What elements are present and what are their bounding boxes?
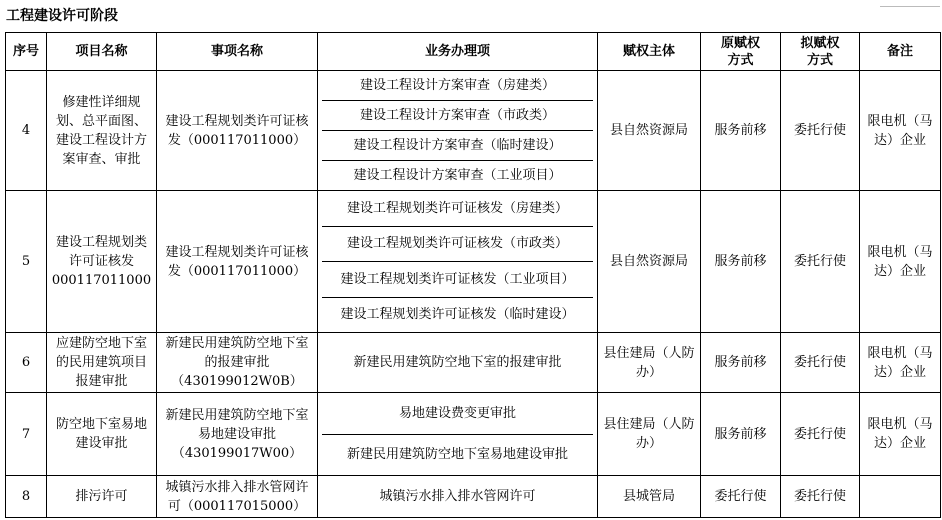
row-authority: 县自然资源局: [598, 71, 701, 191]
header-no: 序号: [6, 33, 47, 71]
row-business: [318, 71, 598, 191]
business-item: 建设工程设计方案审查（市政类）: [322, 101, 593, 131]
row-item: 建设工程规划类许可证核发（000117011000）: [157, 191, 318, 333]
row-item: 新建民用建筑防空地下室的报建审批（430199012W0B）: [157, 333, 318, 393]
business-item: 建设工程设计方案审查（房建类）: [322, 71, 593, 101]
header-project: 项目名称: [47, 33, 157, 71]
header-new-mode: 拟赋权 方式: [781, 33, 860, 71]
business-item: 易地建设费变更审批: [322, 393, 593, 435]
row-new-mode: 委托行使: [781, 71, 860, 191]
row-new-mode: 委托行使: [781, 333, 860, 393]
row-project: 建设工程规划类许可证核发000117011000: [47, 191, 157, 333]
row-no: 8: [6, 476, 47, 518]
section-title: 工程建设许可阶段: [6, 8, 118, 24]
permit-table: [5, 32, 941, 518]
row-no: 5: [6, 191, 47, 333]
row-business: [318, 393, 598, 476]
row-authority: 县住建局（人防办）: [598, 393, 701, 476]
row-new-mode: 委托行使: [781, 191, 860, 333]
row-project: 排污许可: [47, 476, 157, 518]
row-new-mode: 委托行使: [781, 393, 860, 476]
row-remark: 限电机（马达）企业: [860, 393, 941, 476]
row-item: 新建民用建筑防空地下室易地建设审批（430199017W00）: [157, 393, 318, 476]
business-item: 新建民用建筑防空地下室易地建设审批: [346, 447, 568, 463]
header-authority: 赋权主体: [598, 33, 701, 71]
row-remark: 限电机（马达）企业: [860, 191, 941, 333]
business-item: 建设工程设计方案审查（临时建设）: [322, 131, 593, 161]
row-remark: 限电机（马达）企业: [860, 333, 941, 393]
row-orig-mode: 服务前移: [701, 333, 781, 393]
business-item: 建设工程规划类许可证核发（工业项目）: [322, 262, 593, 298]
row-business: [318, 191, 598, 333]
business-item: 城镇污水排入排水管网许可: [379, 489, 536, 504]
row-business: [318, 333, 598, 393]
row-remark: 限电机（马达）企业: [860, 71, 941, 191]
table-row: [6, 71, 941, 191]
row-authority: 县住建局（人防办）: [598, 333, 701, 393]
header-business: 业务办理项: [318, 33, 598, 71]
header-orig-mode: 原赋权 方式: [701, 33, 781, 71]
business-item: 新建民用建筑防空地下室的报建审批: [353, 355, 562, 370]
header-item: 事项名称: [157, 33, 318, 71]
row-project: 应建防空地下室的民用建筑项目报建审批: [47, 333, 157, 393]
row-item: 建设工程规划类许可证核发（000117011000）: [157, 71, 318, 191]
row-project: 防空地下室易地建设审批: [47, 393, 157, 476]
row-orig-mode: 服务前移: [701, 393, 781, 476]
row-new-mode: 委托行使: [781, 476, 860, 518]
table-row: [6, 393, 941, 476]
row-no: 6: [6, 333, 47, 393]
row-authority: 县城管局: [598, 476, 701, 518]
business-item: 建设工程规划类许可证核发（临时建设）: [340, 307, 575, 323]
row-orig-mode: 服务前移: [701, 191, 781, 333]
header-row: [6, 33, 941, 71]
row-item: 城镇污水排入排水管网许可（000117015000）: [157, 476, 318, 518]
row-remark: [860, 476, 941, 518]
row-no: 4: [6, 71, 47, 191]
row-authority: 县自然资源局: [598, 191, 701, 333]
row-business: [318, 476, 598, 518]
table-row: [6, 191, 941, 333]
business-item: 建设工程规划类许可证核发（市政类）: [322, 227, 593, 263]
row-no: 7: [6, 393, 47, 476]
row-orig-mode: 委托行使: [701, 476, 781, 518]
business-item: 建设工程规划类许可证核发（房建类）: [322, 191, 593, 227]
row-orig-mode: 服务前移: [701, 71, 781, 191]
row-project: 修建性详细规划、总平面图、建设工程设计方案审查、审批: [47, 71, 157, 191]
business-item: 建设工程设计方案审查（工业项目）: [353, 168, 562, 183]
header-remark: 备注: [860, 33, 941, 71]
table-row: [6, 476, 941, 518]
corner-mark: [880, 6, 940, 7]
table-row: [6, 333, 941, 393]
